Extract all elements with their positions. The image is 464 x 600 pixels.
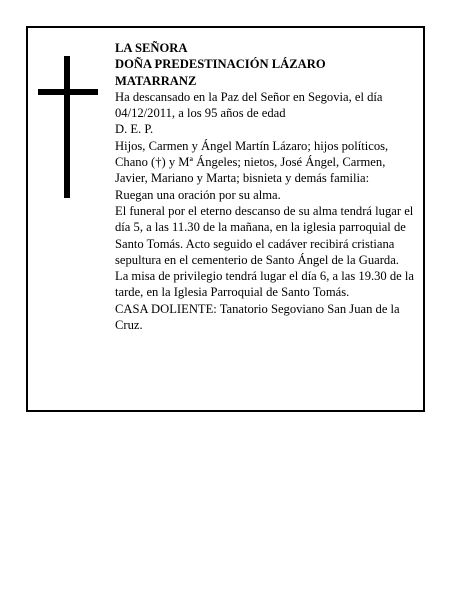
notice-text bbox=[115, 40, 415, 333]
death-announcement: Ha descansado en la Paz del Señor en Segovia, el día 04/12/2011, a los 95 años de edad bbox=[115, 89, 383, 121]
cross-vertical-bar bbox=[64, 56, 70, 198]
cross-horizontal-bar bbox=[38, 89, 98, 95]
prayer-request: Ruegan una oración por su alma. bbox=[115, 187, 281, 202]
heading-title: LA SEÑORA bbox=[115, 41, 188, 55]
funeral-details: El funeral por el eterno descanso de su alma tendrá lugar el día 5, a las 11.30 de la mañana, en la iglesia parroquial de Santo Tomás. Acto seguido el cadáver recibirá cristiana sepultura en el cementerio de Santo Ángel de la Guarda. bbox=[115, 203, 414, 267]
funeral-home: CASA DOLIENTE: Tanatorio Segoviano San Juan de la Cruz. bbox=[115, 301, 400, 333]
mass-details: La misa de privilegio tendrá lugar el día 6, a las 19.30 de la tarde, en la Iglesia Parroquial de Santo Tomás. bbox=[115, 269, 415, 300]
heading-name: DOÑA PREDESTINACIÓN LÁZARO bbox=[115, 57, 326, 72]
obituary-notice bbox=[26, 26, 425, 412]
rip-line: D. E. P. bbox=[115, 122, 154, 137]
cross-icon bbox=[38, 56, 98, 198]
family-list: Hijos, Carmen y Ángel Martín Lázaro; hijos políticos, Chano (†) y Mª Ángeles; nietos, José Ángel, Carmen, Javier, Mariano y Marta; bisnieta y demás familia: bbox=[115, 138, 389, 186]
heading-surname: MATARRANZ bbox=[115, 73, 197, 88]
